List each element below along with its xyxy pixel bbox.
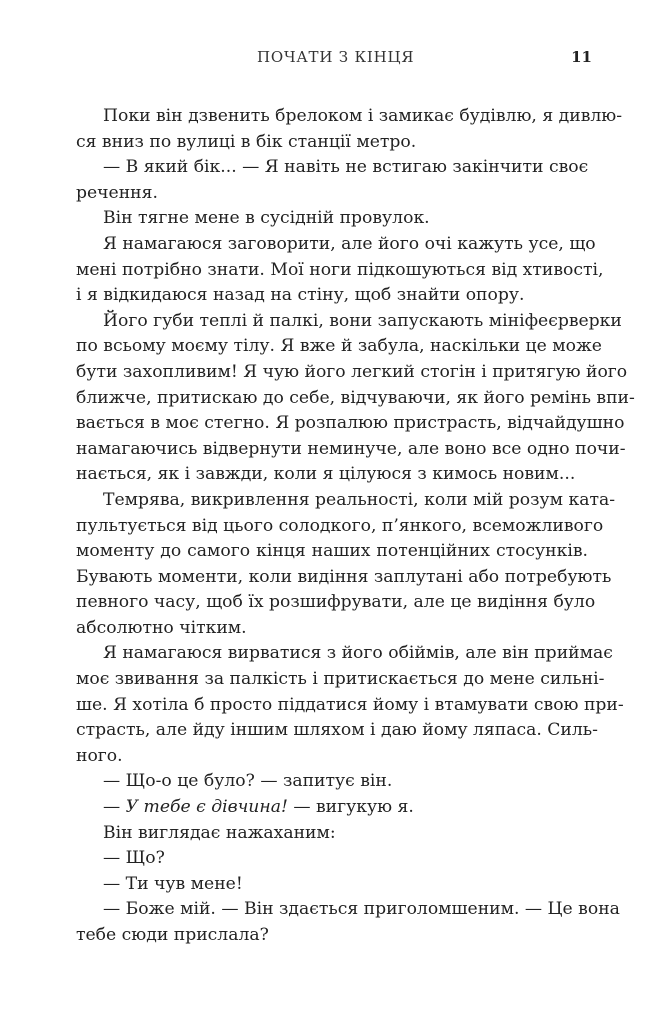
text-line: вається в моє стегно. Я розпалюю пристрасть, відчайдушно [76, 413, 625, 434]
text-line: ше. Я хотіла б просто піддатися йому і втамувати свою при- [76, 694, 624, 715]
text-line: намагаючись відвернути неминуче, але воно все одно почи- [76, 438, 626, 459]
text-line: моє звивання за палкість і притискається до мене сильні- [76, 669, 605, 690]
text-line: мені потрібно знати. Мої ноги підкошуються від хтивості, [76, 259, 604, 280]
text-line: — Що? [103, 848, 165, 869]
text-line: Він тягне мене в сусідній провулок. [103, 208, 430, 229]
page-number: 11 [571, 48, 592, 66]
text-line: страсть, але йду іншим шляхом і даю йому ляпаса. Силь- [76, 720, 598, 741]
text-line: — Ти чув мене! [103, 873, 243, 894]
text-line: — Що-о це було? — запитує він. [103, 771, 393, 792]
text-line: Він виглядає нажаханим: [103, 822, 336, 843]
text-line: Я намагаюся заговорити, але його очі кажуть усе, що [103, 233, 596, 254]
body-text [76, 104, 635, 949]
text-line: — В який бік... — Я навіть не встигаю закінчити своє [103, 157, 589, 178]
text-line: — Боже мій. — Він здається приголомшеним. — Це вона [103, 899, 620, 920]
text-line [76, 795, 588, 821]
text-line: нається, як і завжди, коли я цілуюся з кимось новим... [76, 464, 576, 485]
text-line: ся вниз по вулиці в бік станції метро. [76, 131, 417, 152]
text-line: Я намагаюся вирватися з його обіймів, але він приймає [103, 643, 613, 664]
text-line: і я відкидаюся назад на стіну, щоб знайти опору. [76, 285, 525, 306]
text-line: Темрява, викривлення реальності, коли мій розум ката- [103, 489, 616, 510]
text-line: бути захопливим! Я чую його легкий стогін і притягую його [76, 361, 628, 382]
text-line: по всьому моєму тілу. Я вже й забула, наскільки це може [76, 336, 602, 357]
text-line: моменту до самого кінця наших потенційних стосунків. [76, 541, 588, 562]
dialogue-tag: — вигукую я. [293, 797, 414, 818]
text-line: Поки він дзвенить брелоком і замикає будівлю, я дивлю- [103, 106, 623, 126]
text-line: абсолютно чітким. [76, 617, 247, 638]
text-line: Його губи теплі й палкі, вони запускають мініфеєрверки [103, 310, 622, 331]
text-line: ближче, притискаю до себе, відчуваючи, як його ремінь впи- [76, 387, 635, 408]
text-line: речення. [76, 182, 158, 203]
italic-exclamation: У тебе є дівчина! [125, 797, 288, 818]
chapter-title: ПОЧАТИ З КІНЦЯ [257, 48, 415, 66]
text-line: тебе сюди прислала? [76, 925, 269, 945]
text-line: Бувають моменти, коли видіння заплутані або потребують [76, 566, 612, 587]
text-line: ного. [76, 745, 123, 766]
text-line: певного часу, щоб їх розшифрувати, але це видіння було [76, 592, 596, 613]
running-header [0, 48, 665, 70]
text-line: пультується від цього солодкого, п’янкого, всеможливого [76, 515, 604, 536]
dialogue-dash: — [103, 797, 121, 818]
